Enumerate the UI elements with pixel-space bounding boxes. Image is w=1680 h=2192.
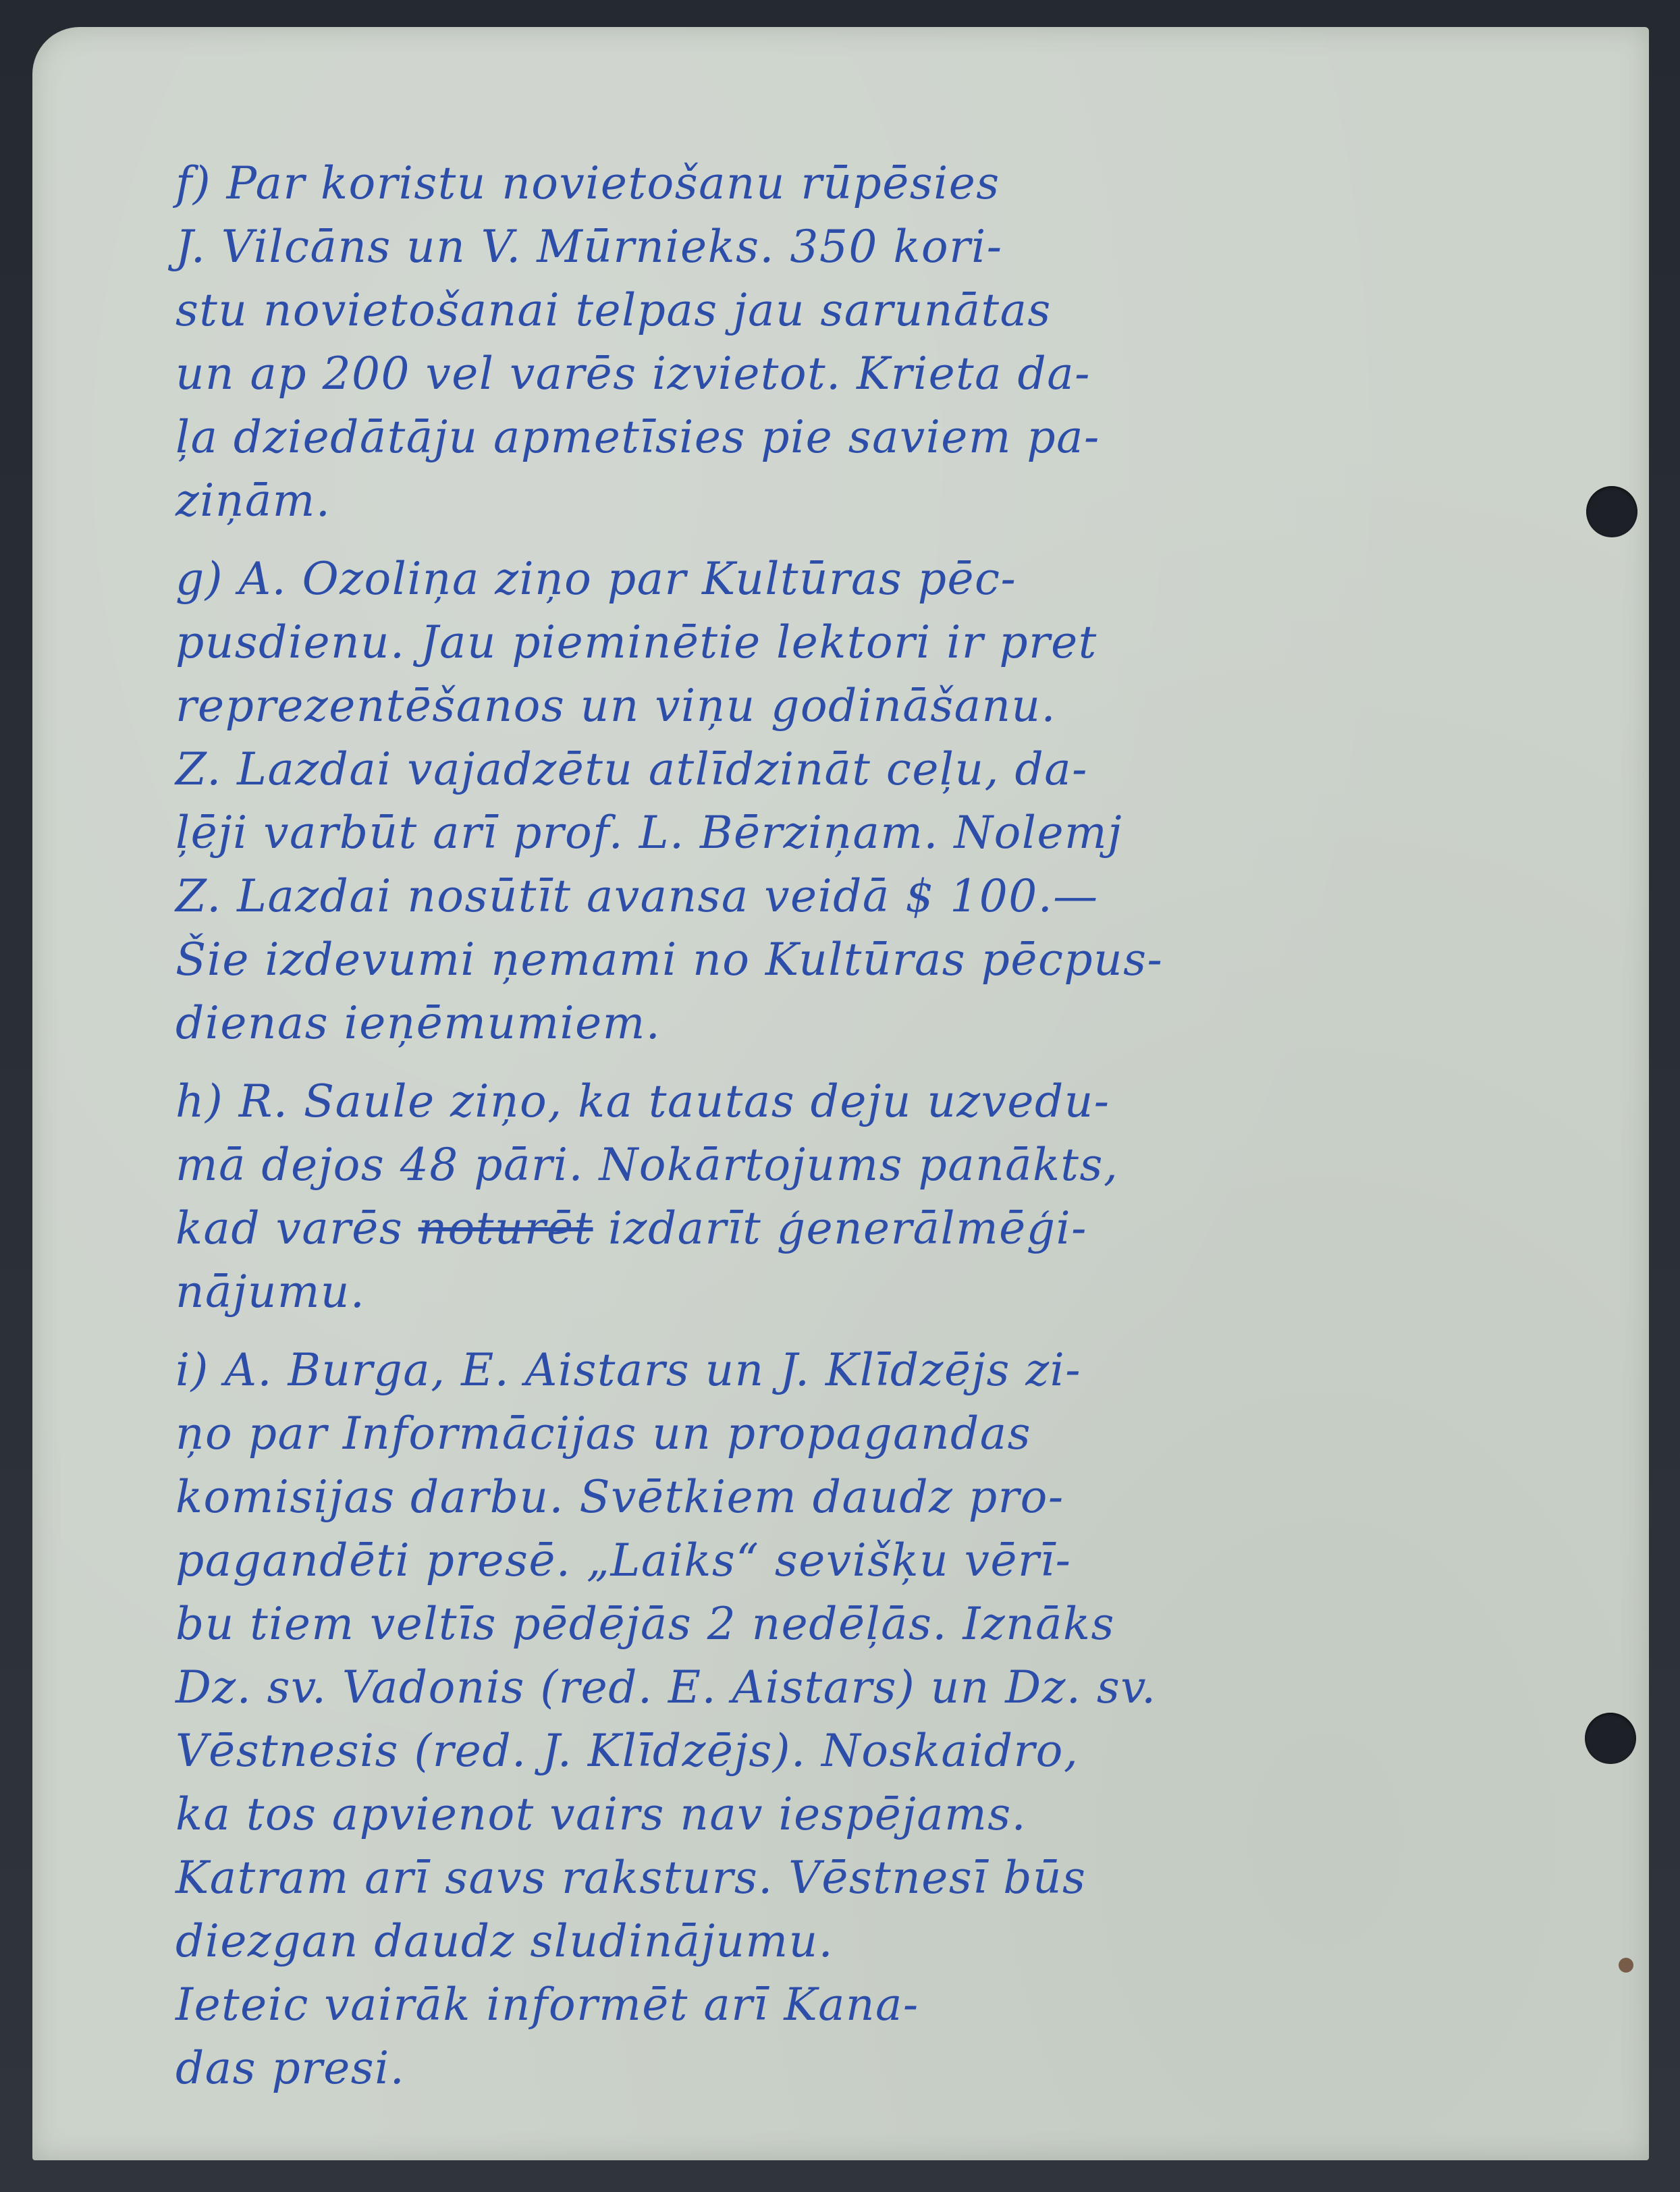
text-line: Ieteic vairāk informēt arī Kana- (175, 1979, 919, 2031)
text-line: ļēji varbūt arī prof. L. Bērziņam. Nolemj (175, 807, 1123, 859)
text-segment: izdarīt ģenerālmēģi- (593, 1202, 1087, 1254)
text-line: un ap 200 vel varēs izvietot. Krieta da- (175, 348, 1091, 400)
text-segment: kad varēs (175, 1202, 418, 1254)
paragraph-g (175, 547, 1390, 1055)
text-line: dienas ieņēmumiem. (175, 997, 661, 1049)
text-line: Dz. sv. Vadonis (red. E. Aistars) un Dz. sv. (175, 1661, 1157, 1713)
text-line: i) A. Burga, E. Aistars un J. Klīdzējs zi- (175, 1344, 1082, 1396)
text-line: das presi. (175, 2042, 406, 2094)
text-line: komisijas darbu. Svētkiem daudz pro- (175, 1471, 1064, 1523)
text-line: Katram arī savs raksturs. Vēstnesī būs (175, 1852, 1087, 1904)
rust-stain (1619, 1958, 1633, 1973)
text-line: ņo par Informācijas un propagandas (175, 1408, 1032, 1460)
text-line: Šie izdevumi ņemami no Kultūras pēcpus- (175, 934, 1164, 986)
text-line: J. Vilcāns un V. Mūrnieks. 350 kori- (175, 221, 1003, 273)
struck-out-word: noturēt (418, 1202, 593, 1254)
text-line: pagandēti presē. „Laiks“ sevišķu vērī- (175, 1534, 1072, 1586)
text-line: bu tiem veltīs pēdējās 2 nedēļās. Iznāks (175, 1598, 1115, 1650)
text-line: stu novietošanai telpas jau sarunātas (175, 284, 1052, 336)
punch-hole-top (1586, 486, 1637, 537)
paragraph-h (175, 1070, 1390, 1324)
text-line: ziņām. (175, 475, 331, 527)
text-line: mā dejos 48 pāri. Nokārtojums panākts, (175, 1139, 1119, 1191)
handwritten-text (175, 152, 1390, 2115)
text-line: h) R. Saule ziņo, ka tautas deju uzvedu- (175, 1075, 1110, 1127)
text-line: reprezentēšanos un viņu godināšanu. (175, 680, 1056, 732)
text-line: ļa dziedātāju apmetīsies pie saviem pa- (175, 411, 1100, 463)
text-line: f) Par koristu novietošanu rūpēsies (175, 157, 1000, 209)
text-line: Z. Lazdai vajadzētu atlīdzināt ceļu, da- (175, 743, 1088, 795)
paragraph-f (175, 152, 1390, 533)
text-line: ka tos apvienot vairs nav iespējams. (175, 1788, 1027, 1840)
punch-hole-bottom (1585, 1713, 1636, 1764)
text-line: Z. Lazdai nosūtīt avansa veidā $ 100.— (175, 870, 1099, 922)
text-line-with-strikethrough (175, 1197, 1390, 1260)
text-line: pusdienu. Jau pieminētie lektori ir pret (175, 616, 1098, 668)
paragraph-i (175, 1339, 1390, 2100)
text-line: g) A. Ozoliņa ziņo par Kultūras pēc- (175, 553, 1017, 605)
text-line: Vēstnesis (red. J. Klīdzējs). Noskaidro, (175, 1725, 1079, 1777)
text-line: diezgan daudz sludinājumu. (175, 1915, 834, 1967)
text-line: nājumu. (175, 1266, 366, 1318)
